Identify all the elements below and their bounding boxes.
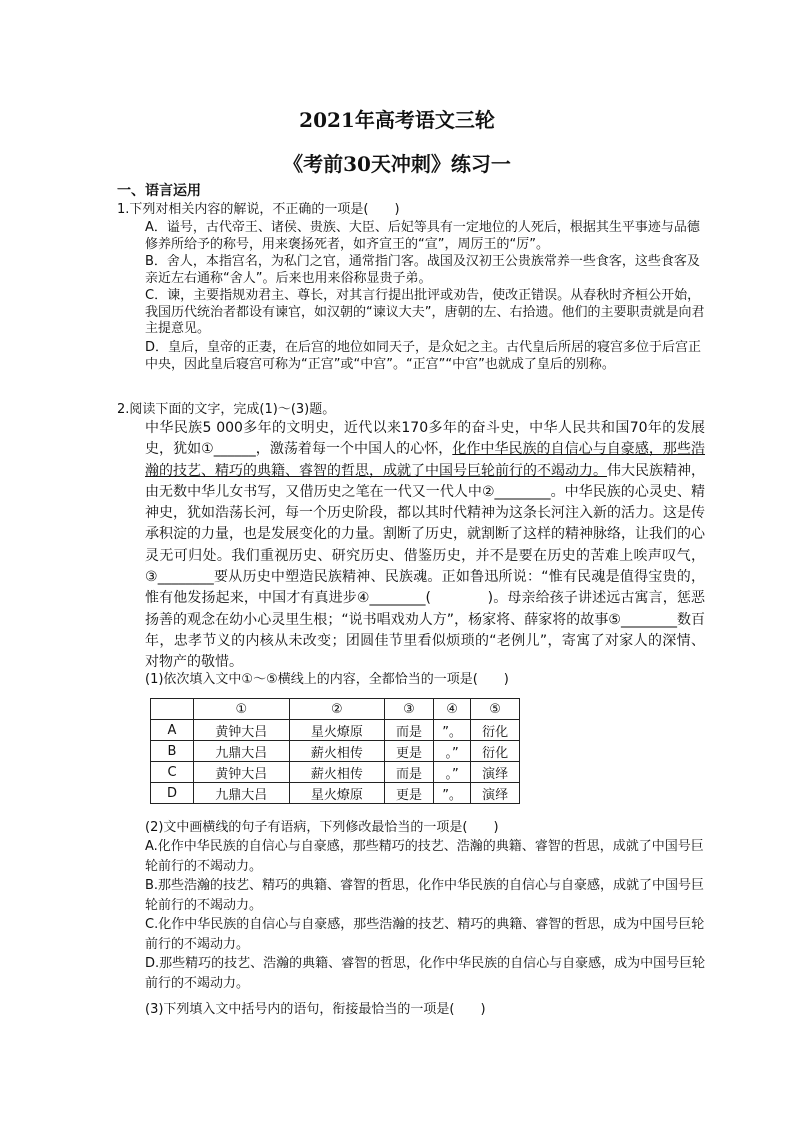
table-cell: ”。 (433, 720, 470, 741)
table-cell: 衍化 (471, 741, 520, 762)
table-header-cell: ④ (433, 699, 470, 720)
question-1-stem: 1.下列对相关内容的解说，不正确的一项是( ) (117, 202, 400, 217)
sub-question-2: (2)文中画横线的句子有语病，下列修改最恰当的一项是( ) (145, 820, 499, 835)
table-cell: B (151, 741, 194, 762)
table-cell: 而是 (385, 762, 434, 783)
table-cell: 更是 (385, 741, 434, 762)
table-cell: C (151, 762, 194, 783)
table-row (151, 783, 520, 804)
table-cell: 更是 (385, 783, 434, 804)
question-1-option-d: D．皇后，皇帝的正妻，在后宫的地位如同天子，是众妃之主。古代皇后所居的寝宫多位于后宫正中央，因此皇后寝宫可称为“正宫”或“中宫”。“正宫”“中宫”也就成了皇后的别称。 (145, 340, 702, 372)
table-cell: 薪火相传 (289, 762, 385, 783)
table-header-cell: ① (194, 699, 290, 720)
table-cell: 九鼎大吕 (194, 783, 290, 804)
table-cell: 演绎 (471, 762, 520, 783)
table-row (151, 762, 520, 783)
section-heading: 一、语言运用 (117, 183, 201, 199)
table-cell: 星火燎原 (289, 783, 385, 804)
table-cell: 。” (433, 762, 470, 783)
sub-question-1: (1)依次填入文中①～⑤横线上的内容，全都恰当的一项是( ) (145, 672, 509, 687)
table-header-cell (151, 699, 194, 720)
table-row (151, 741, 520, 762)
table-cell: 。” (433, 741, 470, 762)
table-header-cell: ③ (385, 699, 434, 720)
question-2-stem: 2.阅读下面的文字，完成(1)～(3)题。 (117, 402, 336, 417)
question-1-option-c: C．谏，主要指规劝君主、尊长，对其言行提出批评或劝告，使改正错误。从春秋时齐桓公开始，我国历代统治者都设有谏官，如汉朝的“谏议大夫”，唐朝的左、右拾遗。他们的主要职责就是向君主提意见。 (145, 288, 705, 336)
table-cell: 黄钟大吕 (194, 762, 290, 783)
table-cell: 演绎 (471, 783, 520, 804)
table-header-cell: ⑤ (471, 699, 520, 720)
table-cell: ”。 (433, 783, 470, 804)
sub-question-2-option-a: A.化作中华民族的自信心与自豪感，那些精巧的技艺、浩瀚的典籍、睿智的哲思，成就了中国号巨轮前行的不竭动力。 (145, 839, 704, 874)
question-1-option-a: A．谥号，古代帝王、诸侯、贵族、大臣、后妃等具有一定地位的人死后，根据其生平事迹与品德修养所给予的称号，用来褒扬死者，如齐宣王的“宣”，周厉王的“厉”。 (145, 220, 700, 252)
sub-question-2-option-c: C.化作中华民族的自信心与自豪感，那些浩瀚的技艺、精巧的典籍、睿智的哲思，成为中国号巨轮前行的不竭动力。 (145, 917, 705, 952)
table-cell: 星火燎原 (289, 720, 385, 741)
passage-text-after: 伟大民族精神，由无数中华儿女书写，又借历史之笔在一代又一代人中②________。中华民族的心灵史、精神史，犹如浩荡长河，每一个历史阶段，都以其时代精神为这条长河注入新的活力。这是传承积淀的力量，也是发展变化的力量。割断了历史，就割断了这样的精神脉络，让我们的心灵无可归处。我们重视历史、研究历史、借鉴历史，并不是要在历史的苦难上唉声叹气，③________要从历史中塑造民族精神、民族魂。正如鲁迅所说：“惟有民魂是值得宝贵的，惟有他发扬起来，中国才有真进步④________( )。母亲给孩子讲述远古寓言，惩恶扬善的观念在幼小心灵里生根；“说书唱戏劝人方”，杨家将、薛家将的故事⑤________数百年，忠孝节义的内核从未改变；团圆佳节里看似烦琐的“老例儿”，寄寓了对家人的深情、对物产的敬惜。 (145, 462, 705, 671)
sub-question-2-option-d: D.那些精巧的技艺、浩瀚的典籍、睿智的哲思，化作中华民族的自信心与自豪感，成为中国号巨轮前行的不竭动力。 (145, 956, 706, 991)
sub-question-3: (3)下列填入文中括号内的语句，衔接最恰当的一项是( ) (145, 1002, 486, 1017)
table-cell: D (151, 783, 194, 804)
table-cell: 而是 (385, 720, 434, 741)
table-cell: 衍化 (471, 720, 520, 741)
table-row (151, 720, 520, 741)
document-subtitle: 《考前30天冲刺》练习一 (283, 152, 511, 176)
passage-underlined-sentence: 化作中华民族的自信心与自豪感，那些浩瀚的技艺、精巧的典籍、睿智的哲思，成就了中国号巨轮前行的不竭动力。 (145, 441, 705, 479)
sub-question-2-option-b: B.那些浩瀚的技艺、精巧的典籍、睿智的哲思，化作中华民族的自信心与自豪感，成就了中国号巨轮前行的不竭动力。 (145, 878, 705, 913)
table-header-cell: ② (289, 699, 385, 720)
table-cell: 薪火相传 (289, 741, 385, 762)
question-1-option-b: B．舍人，本指宫名，为私门之官，通常指门客。战国及汉初王公贵族常养一些食客，这些食客及亲近左右通称“舍人”。后来也用来俗称显贵子弟。 (145, 254, 700, 286)
table-header-row (151, 699, 520, 720)
answer-options-table (150, 698, 520, 804)
table-cell: 黄钟大吕 (194, 720, 290, 741)
table-cell: A (151, 720, 194, 741)
question-2-passage (145, 418, 705, 674)
document-title: 2021年高考语文三轮 (299, 108, 495, 132)
passage-text-before: 中华民族5 000多年的文明史，近代以来170多年的奋斗史，中华人民共和国70年的发展史，犹如①______，激荡着每一个中国人的心怀， (145, 420, 705, 458)
table-cell: 九鼎大吕 (194, 741, 290, 762)
